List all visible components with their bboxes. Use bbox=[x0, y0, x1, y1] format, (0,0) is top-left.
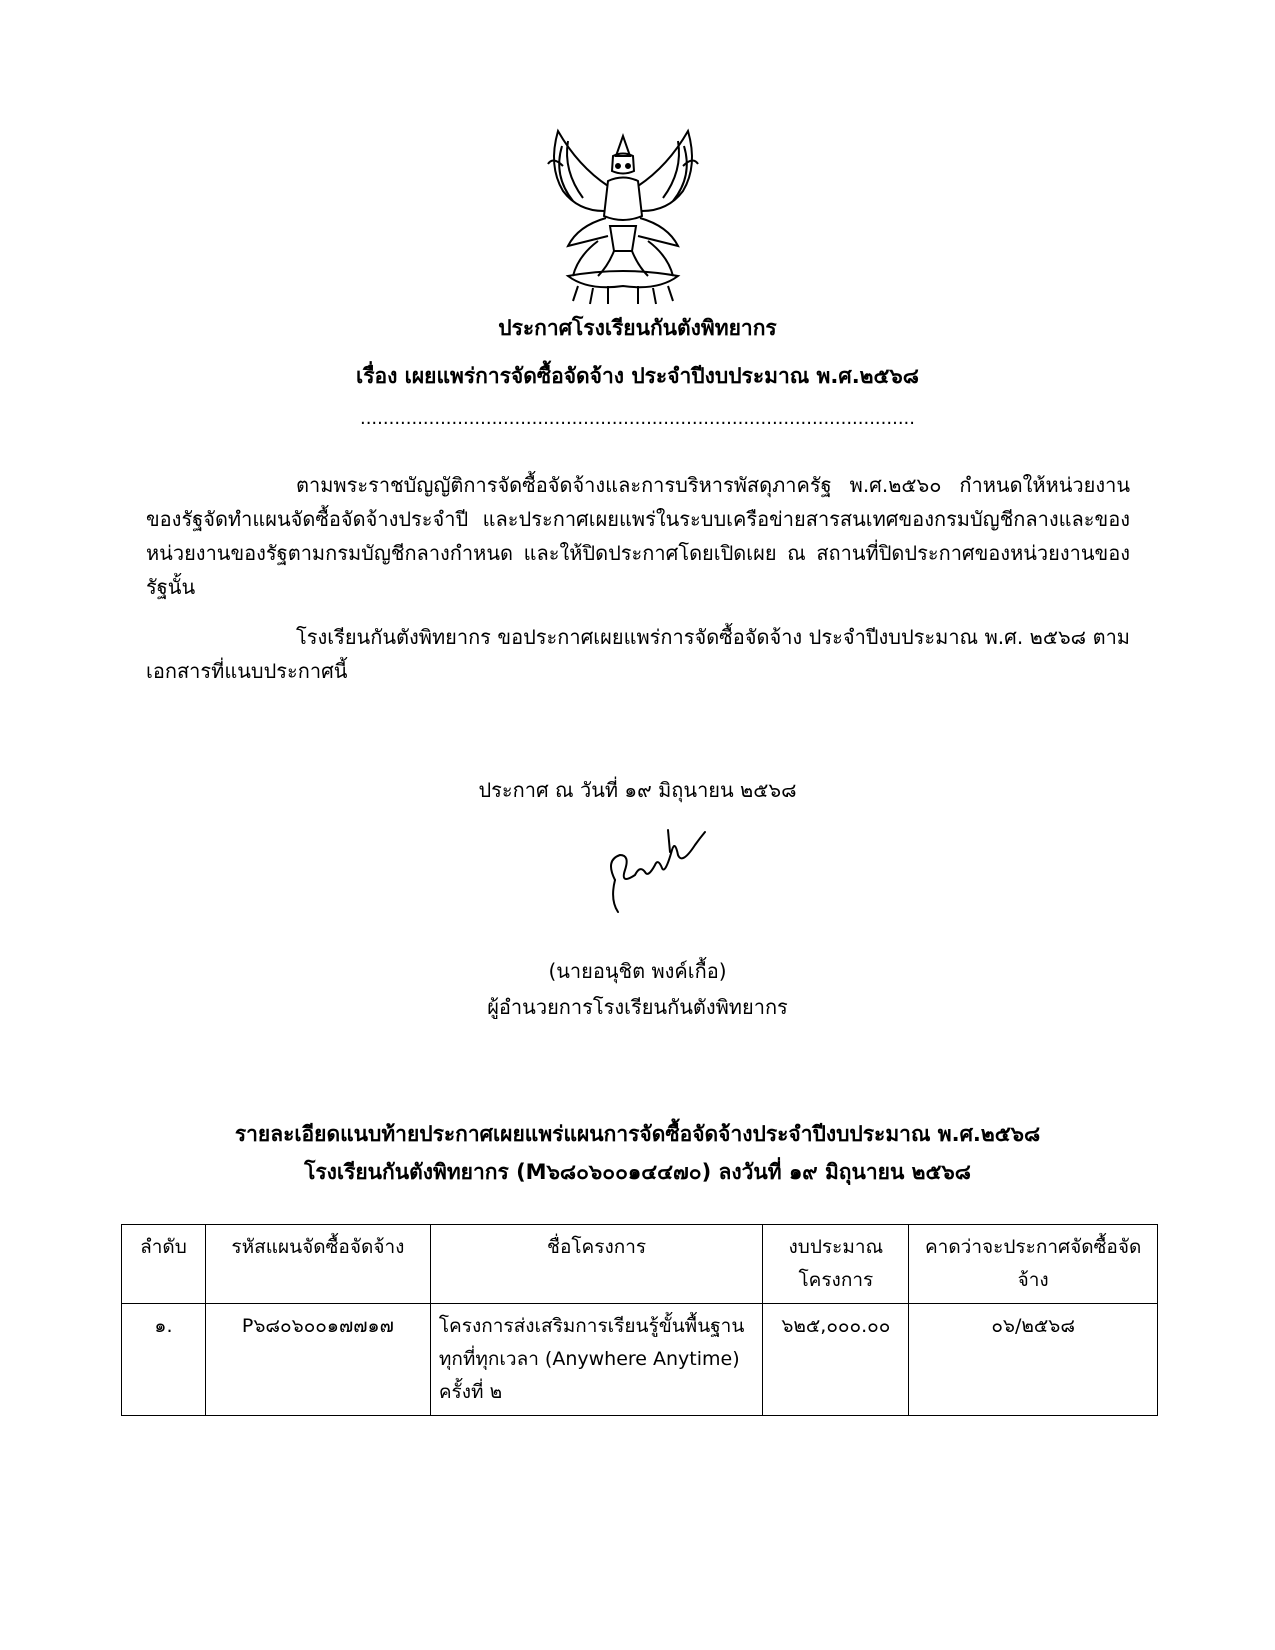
cell-expected-date: ๐๖/๒๕๖๘ bbox=[909, 1304, 1158, 1416]
annex-subtitle: โรงเรียนกันตังพิทยากร (M๖๘๐๖๐๐๑๔๔๗๐) ลงวันที่ ๑๙ มิถุนายน ๒๕๖๘ bbox=[304, 1160, 971, 1184]
procurement-plan-table bbox=[121, 1224, 1158, 1416]
table-header-row bbox=[122, 1225, 1158, 1304]
signer-position: ผู้อำนวยการโรงเรียนกันตังพิทยากร bbox=[487, 995, 788, 1019]
cell-no: ๑. bbox=[122, 1304, 206, 1416]
cell-budget: ๖๒๕,๐๐๐.๐๐ bbox=[763, 1304, 909, 1416]
column-header-no: ลำดับ bbox=[122, 1225, 206, 1304]
column-header-project-name: ชื่อโครงการ bbox=[430, 1225, 763, 1304]
signature-icon bbox=[600, 820, 710, 930]
cell-plan-code: P๖๘๐๖๐๐๑๗๗๑๗ bbox=[205, 1304, 430, 1416]
body-paragraph-2: โรงเรียนกันตังพิทยากร ขอประกาศเผยแพร่การจัดซื้อจัดจ้าง ประจำปีงบประมาณ พ.ศ. ๒๕๖๘ ตามเอกสารที่แนบประกาศนี้ bbox=[146, 625, 1130, 683]
cell-project-name: โครงการส่งเสริมการเรียนรู้ขั้นพื้นฐานทุกที่ทุกเวลา (Anywhere Anytime) ครั้งที่ ๒ bbox=[430, 1304, 763, 1416]
column-header-plan-code: รหัสแผนจัดซื้อจัดจ้าง bbox=[205, 1225, 430, 1304]
dotted-divider: ................................................................................................. bbox=[359, 408, 915, 429]
document-subject: เรื่อง เผยแพร่การจัดซื้อจัดจ้าง ประจำปีงบประมาณ พ.ศ.๒๕๖๘ bbox=[356, 364, 919, 388]
table-row bbox=[122, 1304, 1158, 1416]
garuda-emblem-icon bbox=[538, 126, 708, 306]
annex-title: รายละเอียดแนบท้ายประกาศเผยแพร่แผนการจัดซื้อจัดจ้างประจำปีงบประมาณ พ.ศ.๒๕๖๘ bbox=[234, 1122, 1041, 1146]
signer-name: (นายอนุชิต พงค์เกื้อ) bbox=[548, 959, 727, 983]
document-title: ประกาศโรงเรียนกันตังพิทยากร bbox=[498, 316, 777, 340]
body-paragraph-1: ตามพระราชบัญญัติการจัดซื้อจัดจ้างและการบริหารพัสดุภาครัฐ พ.ศ.๒๕๖๐ กำหนดให้หน่วยงานของรัฐจัดทำแผนจัดซื้อจัดจ้างประจำปี และประกาศเผยแพร่ในระบบเครือข่ายสารสนเทศของกรมบัญชีกลางและของหน่วยงานของรัฐตามกรมบัญชีกลางกำหนด และให้ปิดประกาศโดยเปิดเผย ณ สถานที่ปิดประกาศของหน่วยงานของรัฐนั้น bbox=[146, 473, 1130, 599]
column-header-budget: งบประมาณโครงการ bbox=[763, 1225, 909, 1304]
column-header-expected-date: คาดว่าจะประกาศจัดซื้อจัดจ้าง bbox=[909, 1225, 1158, 1304]
announcement-date: ประกาศ ณ วันที่ ๑๙ มิถุนายน ๒๕๖๘ bbox=[478, 778, 797, 802]
